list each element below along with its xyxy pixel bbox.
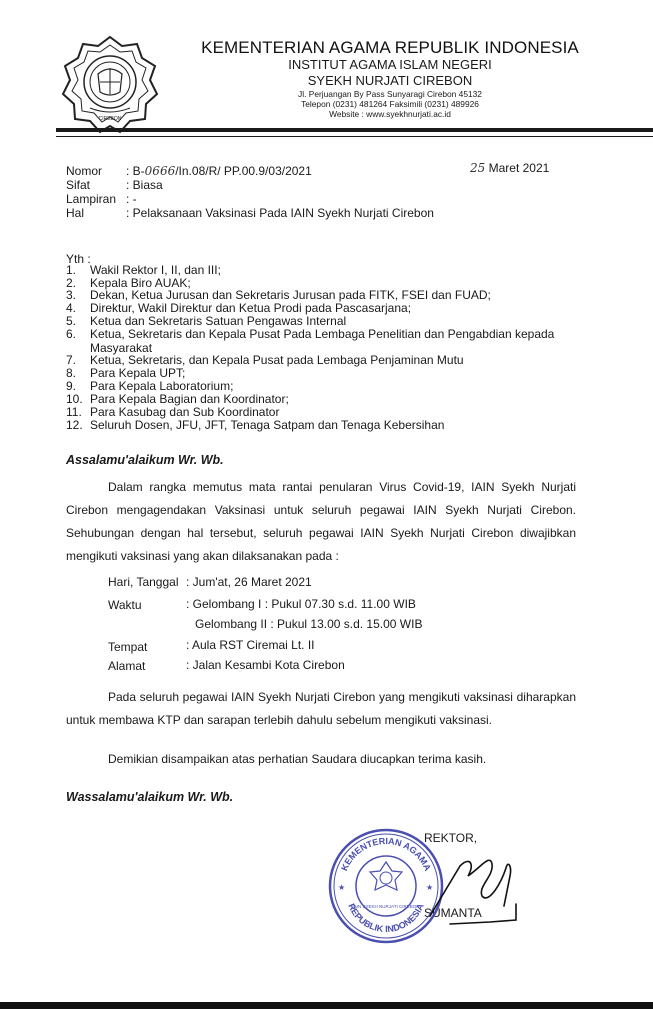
handwritten-signature-icon [420, 846, 530, 936]
stamp-text-bottom: REPUBLIK INDONESIA [346, 901, 426, 935]
hal-value: : Pelaksanaan Vaksinasi Pada IAIN Syekh Nurjati Cirebon [126, 206, 434, 220]
recipients-heading: Yth : [66, 252, 91, 266]
recipient-number: 1. [66, 263, 77, 277]
event-place-value: : Aula RST Ciremai Lt. II [186, 638, 315, 652]
meta-lampiran-row [66, 192, 137, 206]
recipient-number: 10. [66, 392, 83, 406]
recipient-text: Ketua dan Sekretaris Satuan Pengawas Internal [90, 314, 347, 328]
svg-text:★: ★ [426, 883, 434, 892]
recipient-item [66, 353, 610, 367]
recipient-item [66, 366, 610, 380]
recipient-text: Para Kasubag dan Sub Koordinator [90, 405, 280, 419]
recipient-number: 5. [66, 314, 77, 328]
recipient-text: Direktur, Wakil Direktur dan Ketua Prodi pada Pascasarjana; [90, 301, 412, 315]
recipient-item [66, 288, 610, 302]
logo-text: CIREBON [98, 116, 122, 122]
letterhead-divider-thick [56, 128, 653, 132]
recipient-text: Ketua, Sekretaris dan Kepala Pusat Pada Lembaga Penelitian dan Pengabdian kepada Masyarakat [90, 327, 555, 355]
recipient-item [66, 392, 610, 406]
letterhead-divider-thin [56, 136, 653, 137]
recipient-number: 8. [66, 366, 77, 380]
body-paragraph-3-text: Demikian disampaikan atas perhatian Saudara diucapkan terima kasih. [108, 752, 487, 766]
recipient-item [66, 263, 610, 277]
institute-name-line1: INSTITUT AGAMA ISLAM NEGERI [288, 57, 492, 72]
recipient-number: 2. [66, 276, 77, 290]
nomor-prefix: : B- [126, 164, 145, 178]
recipient-item [66, 314, 610, 328]
signatory-title: REKTOR, [424, 831, 478, 845]
recipient-item [66, 379, 610, 393]
recipient-number: 6. [66, 327, 77, 341]
body-paragraph-1-text: Dalam rangka memutus mata rantai penularan Virus Covid-19, IAIN Syekh Nurjati Cirebon mengagendakan Vaksinasi untuk seluruh pegawai IAIN Syekh Nurjati Cirebon. Sehubungan dengan hal tersebut, seluruh pegawai IAIN Syekh Nurjati Cirebon diwajibkan mengikuti vaksinasi yang akan dilaksanakan pada : [66, 480, 576, 563]
institute-address: Jl. Perjuangan By Pass Sunyaragi Cirebon 45132 [298, 89, 482, 99]
recipient-number: 7. [66, 353, 77, 367]
event-day-label: Hari, Tanggal [108, 575, 179, 589]
recipient-text: Ketua, Sekretaris, dan Kepala Pusat pada Lembaga Penjaminan Mutu [90, 353, 464, 367]
recipient-number: 3. [66, 288, 77, 302]
meta-hal-row [66, 206, 434, 220]
nomor-handwritten: 0666 [144, 164, 176, 178]
svg-text:★: ★ [338, 883, 346, 892]
recipient-text: Para Kepala UPT; [90, 366, 186, 380]
recipient-item [66, 327, 610, 355]
hal-label: Hal [66, 206, 85, 220]
event-time-value-1: : Gelombang I : Pukul 07.30 s.d. 11.00 WIB [186, 597, 416, 611]
sifat-value: : Biasa [126, 178, 163, 192]
event-address-value: : Jalan Kesambi Kota Cirebon [186, 658, 345, 672]
institute-phone: Telepon (0231) 481264 Faksimili (0231) 489926 [301, 99, 479, 109]
body-paragraph-2 [66, 686, 576, 732]
institute-logo-icon [60, 34, 160, 134]
letter-date [470, 161, 549, 175]
meta-sifat-row [66, 178, 163, 192]
lampiran-value: : - [126, 192, 137, 206]
institute-website: Website : www.syekhnurjati.ac.id [329, 109, 451, 119]
stamp-inner-text: IAIN SYEKH NURJATI CIREBON [352, 904, 420, 909]
event-place-label: Tempat [108, 640, 148, 654]
recipient-item [66, 418, 610, 432]
event-time-label: Waktu [108, 598, 142, 612]
closing-greeting: Wassalamu'alaikum Wr. Wb. [66, 790, 234, 804]
event-address-label: Alamat [108, 659, 146, 673]
recipient-item [66, 405, 610, 419]
recipient-number: 4. [66, 301, 77, 315]
recipient-text: Seluruh Dosen, JFU, JFT, Tenaga Satpam dan Tenaga Kebersihan [90, 418, 445, 432]
institute-name-line2: SYEKH NURJATI CIREBON [307, 73, 473, 88]
opening-greeting: Assalamu'alaikum Wr. Wb. [66, 453, 224, 467]
recipient-text: Dekan, Ketua Jurusan dan Sekretaris Jurusan pada FITK, FSEI dan FUAD; [90, 288, 491, 302]
recipient-text: Para Kepala Bagian dan Koordinator; [90, 392, 289, 406]
nomor-suffix: /In.08/R/ PP.00.9/03/2021 [175, 164, 312, 178]
nomor-label: Nomor [66, 164, 103, 178]
signatory-name: SUMANTA [424, 906, 482, 920]
meta-nomor-row [66, 164, 312, 178]
sifat-label: Sifat [66, 178, 91, 192]
lampiran-label: Lampiran [66, 192, 117, 206]
recipient-item [66, 301, 610, 315]
body-paragraph-3 [66, 748, 576, 771]
recipient-number: 12. [66, 418, 83, 432]
recipient-text: Kepala Biro AUAK; [90, 276, 191, 290]
recipient-text: Wakil Rektor I, II, dan III; [90, 263, 221, 277]
date-handwritten-day: 25 [470, 161, 486, 175]
recipient-number: 9. [66, 379, 77, 393]
stamp-text-top: KEMENTERIAN AGAMA [339, 835, 433, 873]
body-paragraph-2-text: Pada seluruh pegawai IAIN Syekh Nurjati Cirebon yang mengikuti vaksinasi diharapkan untuk membawa KTP dan sarapan terlebih dahulu sebelum mengikuti vaksinasi. [66, 690, 576, 727]
event-time-value-2: Gelombang II : Pukul 13.00 s.d. 15.00 WIB [195, 617, 423, 631]
date-month-year: Maret 2021 [485, 161, 550, 175]
recipient-text: Para Kepala Laboratorium; [90, 379, 234, 393]
page-bottom-edge [0, 1002, 653, 1009]
recipient-number: 11. [66, 405, 82, 419]
body-paragraph-1 [66, 476, 576, 568]
ministry-name: KEMENTERIAN AGAMA REPUBLIK INDONESIA [201, 38, 579, 57]
event-day-value: : Jum'at, 26 Maret 2021 [186, 575, 312, 589]
